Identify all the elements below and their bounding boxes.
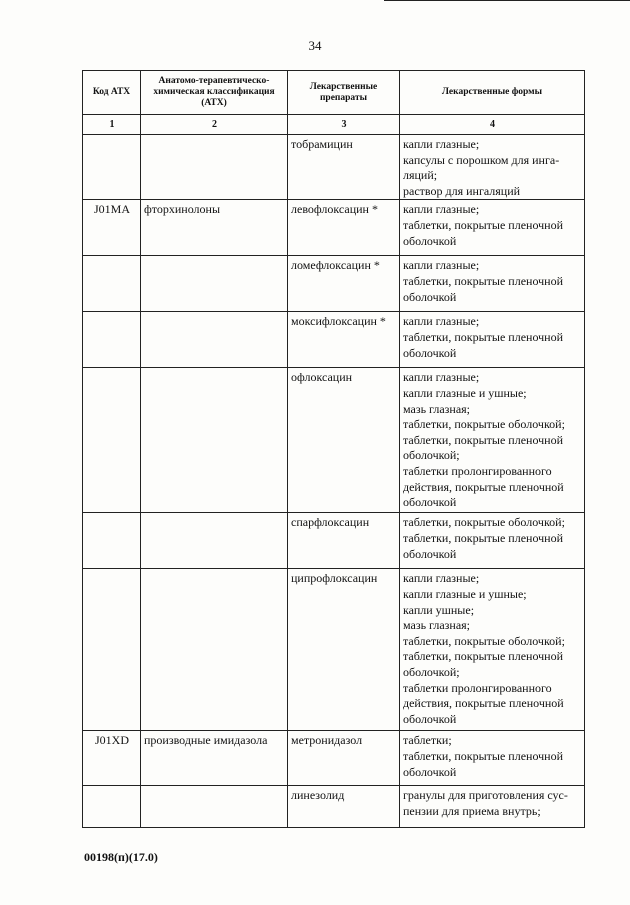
- dosage-forms-cell: [400, 135, 585, 200]
- atc-code-cell: [83, 513, 141, 569]
- header-atc-classification: Анатомо-терапевтическо-химическая классификация (АТХ): [141, 71, 288, 115]
- table-row: [83, 135, 585, 200]
- header-atc-code: Код АТХ: [83, 71, 141, 115]
- dosage-forms-cell: [400, 256, 585, 312]
- dosage-forms-cell: [400, 731, 585, 786]
- atc-code-cell: [83, 135, 141, 200]
- atc-class-cell-text: [144, 312, 285, 314]
- table-row: [83, 513, 585, 569]
- dosage-form-line: гранулы для приготовления сус-: [403, 788, 568, 803]
- dosage-form-line: капли глазные;: [403, 314, 480, 329]
- dosage-form-line: таблетки, покрытые пленочной: [403, 530, 564, 545]
- dosage-form-line: оболочкой: [403, 345, 457, 360]
- drug-name-cell-text: ципрофлоксацин: [291, 571, 378, 586]
- dosage-form-line: раствор для ингаляций: [403, 183, 521, 198]
- dosage-form-line: таблетки, покрытые оболочкой;: [403, 633, 565, 648]
- drug-name-cell: [288, 569, 400, 731]
- atc-class-cell: [141, 786, 288, 828]
- dosage-form-line: оболочкой;: [403, 448, 460, 463]
- atc-code-cell: [83, 312, 141, 368]
- dosage-forms-cell: [400, 513, 585, 569]
- dosage-form-line: таблетки, покрытые пленочной: [403, 329, 564, 344]
- dosage-form-line: капли глазные;: [403, 137, 480, 151]
- table-header-row: [83, 71, 585, 115]
- dosage-form-line: мазь глазная;: [403, 618, 471, 633]
- drug-name-cell: [288, 256, 400, 312]
- drug-name-cell: [288, 200, 400, 256]
- drug-name-cell-text: линезолид: [291, 788, 345, 803]
- drug-name-cell-text: ломефлоксацин *: [291, 258, 380, 273]
- atc-code-cell: [83, 256, 141, 312]
- table-row: [83, 569, 585, 731]
- dosage-forms-cell: [400, 569, 585, 731]
- atc-class-cell: [141, 731, 288, 786]
- atc-code-cell-text: [86, 569, 138, 571]
- header-dosage-forms: Лекарственные формы: [400, 71, 585, 115]
- table-row: [83, 786, 585, 828]
- dosage-form-line: таблетки;: [403, 733, 452, 748]
- dosage-forms-cell: [400, 312, 585, 368]
- atc-code-cell: [83, 569, 141, 731]
- atc-code-cell-text: [86, 368, 138, 370]
- column-number-row: [83, 115, 585, 135]
- atc-class-cell: [141, 368, 288, 513]
- atc-class-cell-text: фторхинолоны: [144, 202, 221, 217]
- drug-name-cell-text: левофлоксацин *: [291, 202, 378, 217]
- table-row: [83, 312, 585, 368]
- dosage-form-line: оболочкой: [403, 289, 457, 304]
- drug-name-cell: [288, 135, 400, 200]
- dosage-form-line: оболочкой: [403, 764, 457, 779]
- atc-code-cell-text: J01MA: [93, 202, 130, 217]
- drug-table: [82, 70, 585, 828]
- dosage-form-line: таблетки, покрытые пленочной: [403, 748, 564, 763]
- column-number: 3: [288, 115, 400, 135]
- atc-class-cell-text: [144, 569, 285, 571]
- dosage-form-line: оболочкой: [403, 233, 457, 248]
- dosage-form-line: ляций;: [403, 168, 438, 183]
- atc-class-cell-text: [144, 368, 285, 370]
- dosage-form-line: оболочкой: [403, 495, 457, 510]
- dosage-form-line: мазь глазная;: [403, 401, 471, 416]
- atc-code-cell: [83, 731, 141, 786]
- table-body: [83, 135, 585, 828]
- drug-name-cell-text: метронидазол: [291, 733, 363, 748]
- dosage-form-line: оболочкой: [403, 711, 457, 726]
- table-row: [83, 368, 585, 513]
- header-drugs: Лекарственные препараты: [288, 71, 400, 115]
- dosage-form-line: действия, покрытые пленочной: [403, 696, 564, 711]
- scan-edge-line: [384, 0, 630, 1]
- atc-class-cell-text: [144, 256, 285, 258]
- atc-class-cell-text: [144, 135, 285, 137]
- drug-name-cell-text: тобрамицин: [291, 137, 353, 151]
- dosage-form-line: таблетки пролонгированного: [403, 680, 552, 695]
- drug-name-cell: [288, 312, 400, 368]
- dosage-form-line: капсулы с порошком для инга-: [403, 152, 560, 167]
- dosage-form-line: таблетки, покрытые пленочной: [403, 649, 564, 664]
- table-row: [83, 731, 585, 786]
- atc-class-cell: [141, 200, 288, 256]
- atc-class-cell: [141, 312, 288, 368]
- dosage-form-line: пензии для приема внутрь;: [403, 803, 541, 818]
- dosage-form-line: таблетки, покрытые оболочкой;: [403, 515, 565, 530]
- dosage-form-line: капли ушные;: [403, 602, 475, 617]
- column-number: 4: [400, 115, 585, 135]
- dosage-form-line: таблетки, покрытые пленочной: [403, 432, 564, 447]
- column-number: 2: [141, 115, 288, 135]
- atc-code-cell-text: [86, 312, 138, 314]
- atc-code-cell-text: J01XD: [94, 733, 129, 748]
- dosage-form-line: капли глазные и ушные;: [403, 385, 527, 400]
- drug-name-cell: [288, 513, 400, 569]
- drug-name-cell-text: офлоксацин: [291, 370, 353, 385]
- dosage-form-line: оболочкой: [403, 546, 457, 561]
- atc-code-cell-text: [86, 256, 138, 258]
- dosage-form-line: действия, покрытые пленочной: [403, 479, 564, 494]
- atc-code-cell: [83, 200, 141, 256]
- dosage-forms-cell: [400, 786, 585, 828]
- drug-name-cell-text: моксифлоксацин *: [291, 314, 386, 329]
- dosage-form-line: оболочкой;: [403, 664, 460, 679]
- dosage-form-line: капли глазные;: [403, 571, 480, 586]
- page-number: 34: [308, 38, 322, 53]
- atc-code-cell-text: [86, 513, 138, 515]
- atc-class-cell-text: [144, 513, 285, 515]
- atc-code-cell: [83, 368, 141, 513]
- atc-class-cell-text: производные имидазола: [144, 733, 268, 748]
- dosage-form-line: капли глазные;: [403, 370, 480, 385]
- drug-name-cell-text: спарфлоксацин: [291, 515, 370, 530]
- atc-code-cell: [83, 786, 141, 828]
- dosage-form-line: таблетки, покрытые пленочной: [403, 217, 564, 232]
- drug-name-cell: [288, 731, 400, 786]
- drug-name-cell: [288, 786, 400, 828]
- atc-code-cell-text: [86, 786, 138, 788]
- atc-class-cell: [141, 135, 288, 200]
- dosage-form-line: капли глазные;: [403, 258, 480, 273]
- atc-class-cell: [141, 256, 288, 312]
- column-number: 1: [83, 115, 141, 135]
- atc-class-cell: [141, 513, 288, 569]
- dosage-form-line: таблетки, покрытые оболочкой;: [403, 417, 565, 432]
- document-code: 00198(п)(17.0): [84, 850, 158, 864]
- dosage-form-line: капли глазные;: [403, 202, 480, 217]
- table-row: [83, 256, 585, 312]
- dosage-form-line: таблетки, покрытые пленочной: [403, 273, 564, 288]
- table-row: [83, 200, 585, 256]
- atc-code-cell-text: [86, 135, 138, 137]
- atc-class-cell: [141, 569, 288, 731]
- dosage-form-line: таблетки пролонгированного: [403, 463, 552, 478]
- dosage-forms-cell: [400, 200, 585, 256]
- dosage-form-line: капли глазные и ушные;: [403, 586, 527, 601]
- dosage-forms-cell: [400, 368, 585, 513]
- drug-name-cell: [288, 368, 400, 513]
- atc-class-cell-text: [144, 786, 285, 788]
